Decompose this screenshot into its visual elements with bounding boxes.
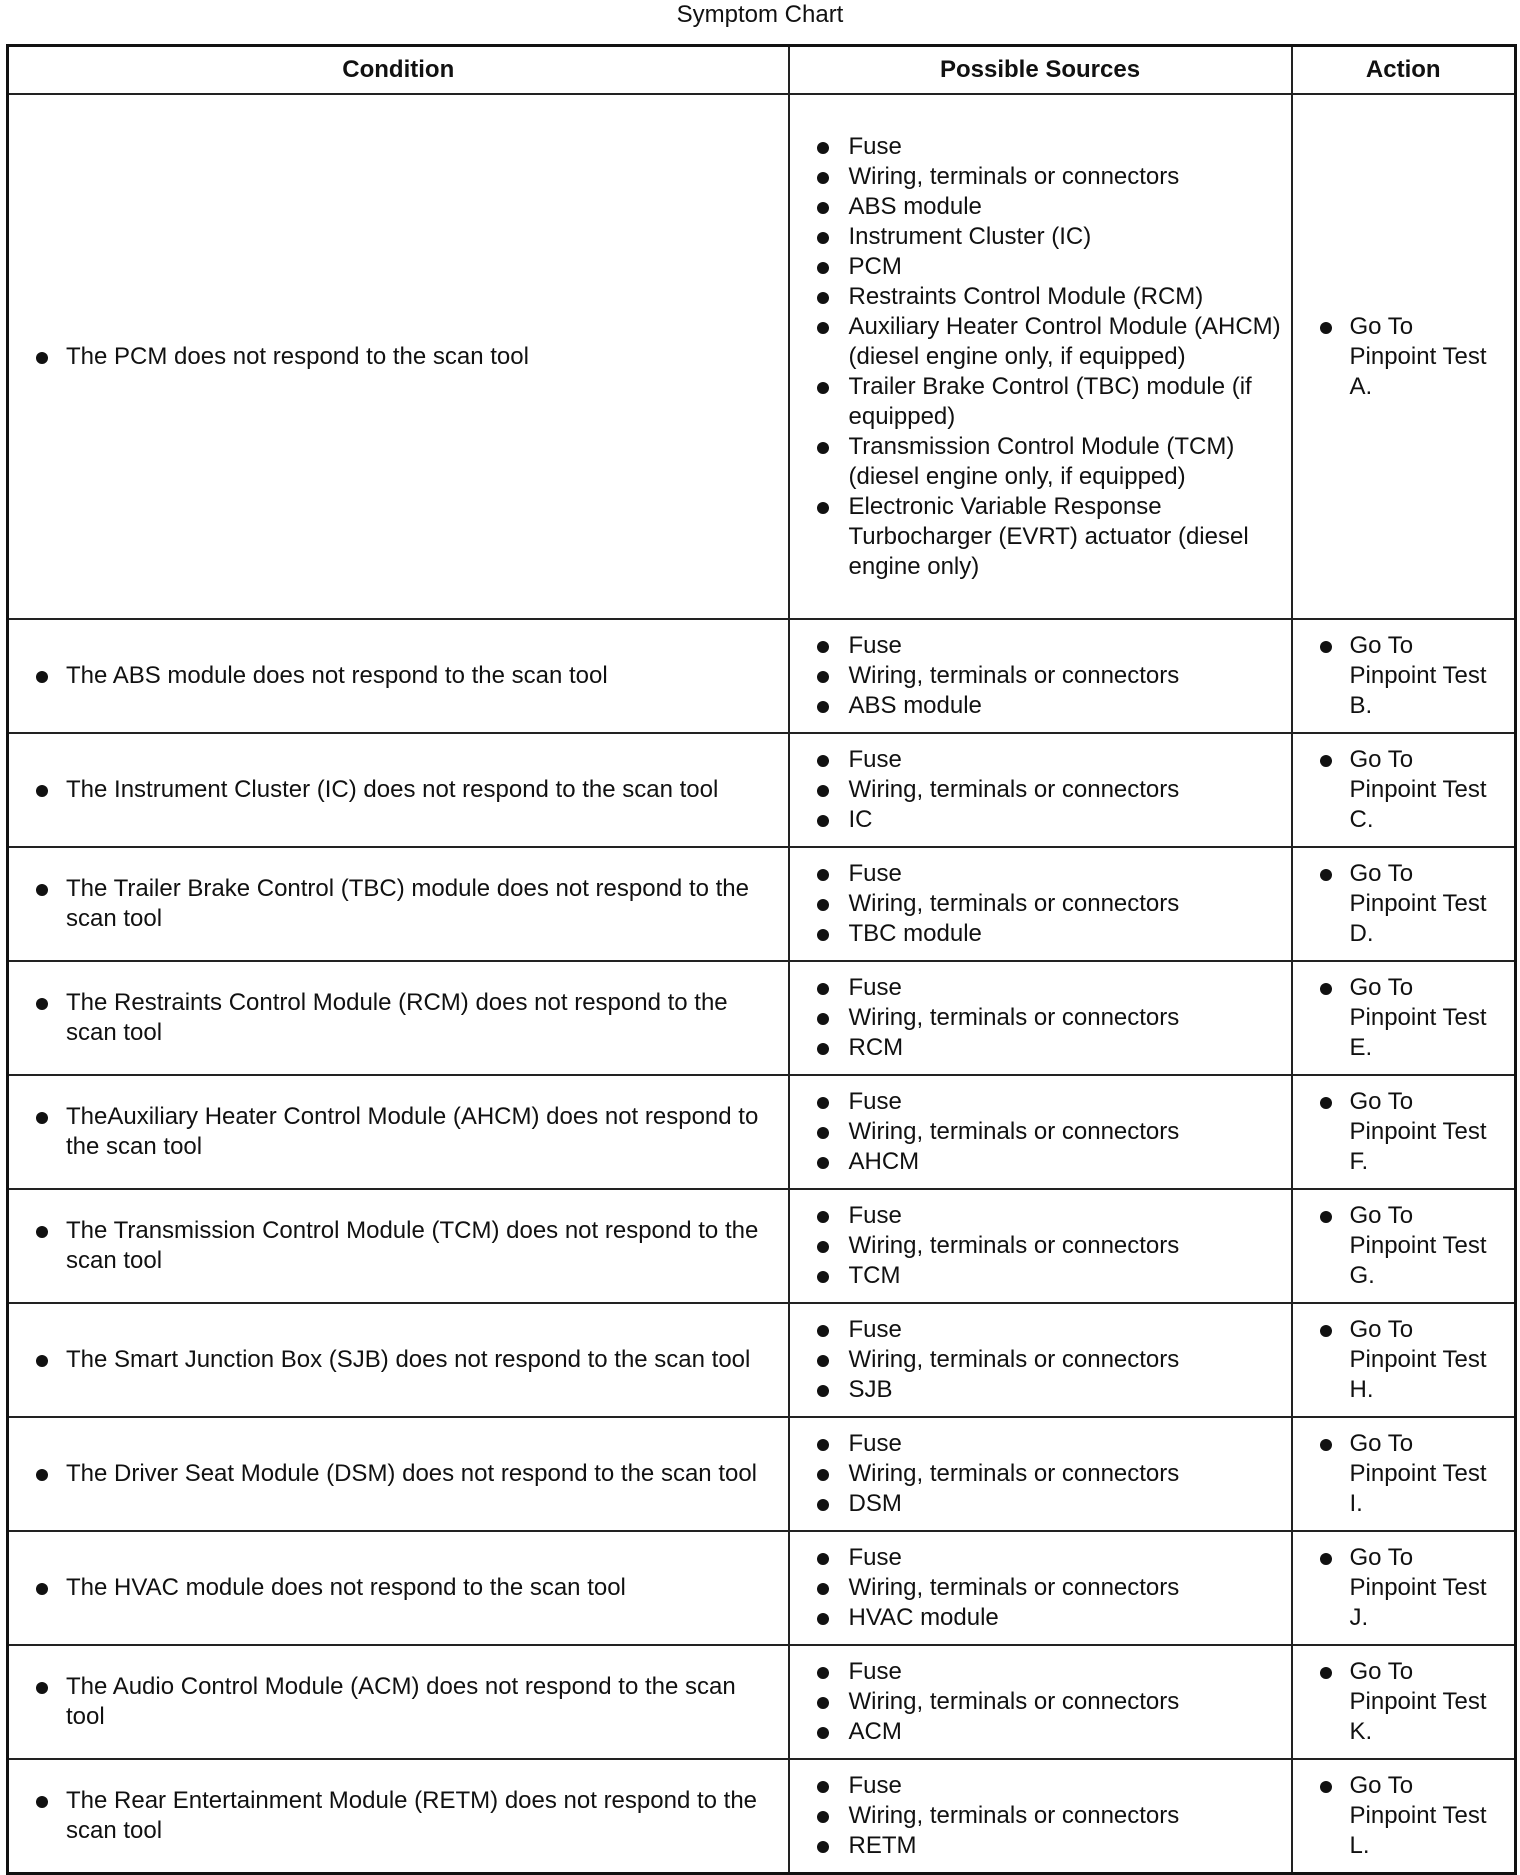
source-item: HVAC module <box>790 1603 1291 1633</box>
sources-list <box>790 1087 1291 1177</box>
possible-sources-header: Possible Sources <box>789 46 1292 95</box>
condition-text: The Smart Junction Box (SJB) does not respond to the scan tool <box>9 1345 788 1375</box>
source-item: Wiring, terminals or connectors <box>790 889 1291 919</box>
source-item: Wiring, terminals or connectors <box>790 775 1291 805</box>
source-item: Wiring, terminals or connectors <box>790 1573 1291 1603</box>
table-row <box>8 961 1516 1075</box>
pinpoint-test-link: Go To Pinpoint Test K. <box>1293 1657 1515 1747</box>
source-item: Fuse <box>790 1429 1291 1459</box>
pinpoint-test-link: Go To Pinpoint Test E. <box>1293 973 1515 1063</box>
condition-cell <box>8 1759 789 1873</box>
condition-cell <box>8 1303 789 1417</box>
condition-header: Condition <box>8 46 789 95</box>
symptom-rows <box>8 94 1516 1873</box>
source-item: RCM <box>790 1033 1291 1063</box>
source-item: Fuse <box>790 1657 1291 1687</box>
source-item: Instrument Cluster (IC) <box>790 222 1291 252</box>
source-item: Fuse <box>790 973 1291 1003</box>
condition-text: The Instrument Cluster (IC) does not respond to the scan tool <box>9 775 788 805</box>
pinpoint-test-link: Go To Pinpoint Test L. <box>1293 1771 1515 1861</box>
sources-list <box>790 973 1291 1063</box>
table-row <box>8 1759 1516 1873</box>
action-cell <box>1292 1417 1516 1531</box>
source-item: Wiring, terminals or connectors <box>790 1801 1291 1831</box>
possible-sources-cell <box>789 1189 1292 1303</box>
pinpoint-test-link: Go To Pinpoint Test A. <box>1293 312 1515 402</box>
condition-text: TheAuxiliary Heater Control Module (AHCM) does not respond to the scan tool <box>9 1102 788 1162</box>
condition-cell <box>8 1189 789 1303</box>
source-item: Wiring, terminals or connectors <box>790 1345 1291 1375</box>
source-item: Wiring, terminals or connectors <box>790 162 1291 192</box>
source-item: Wiring, terminals or connectors <box>790 1687 1291 1717</box>
source-item: Fuse <box>790 745 1291 775</box>
condition-cell <box>8 1645 789 1759</box>
source-item: Fuse <box>790 1201 1291 1231</box>
source-item: Wiring, terminals or connectors <box>790 1459 1291 1489</box>
action-cell <box>1292 1189 1516 1303</box>
table-row <box>8 847 1516 961</box>
sources-list <box>790 859 1291 949</box>
possible-sources-cell <box>789 94 1292 619</box>
source-item: Electronic Variable Response Turbocharger (EVRT) actuator (diesel engine only) <box>790 492 1291 582</box>
action-cell <box>1292 1759 1516 1873</box>
sources-list <box>790 1429 1291 1519</box>
source-item: Fuse <box>790 859 1291 889</box>
table-row <box>8 619 1516 733</box>
table-row <box>8 1303 1516 1417</box>
possible-sources-cell <box>789 1417 1292 1531</box>
action-cell <box>1292 1075 1516 1189</box>
source-item: Wiring, terminals or connectors <box>790 1003 1291 1033</box>
source-item: Transmission Control Module (TCM) (diesel engine only, if equipped) <box>790 432 1291 492</box>
source-item: Wiring, terminals or connectors <box>790 661 1291 691</box>
condition-text: The Audio Control Module (ACM) does not respond to the scan tool <box>9 1672 788 1732</box>
condition-cell <box>8 961 789 1075</box>
action-cell <box>1292 619 1516 733</box>
source-item: Fuse <box>790 631 1291 661</box>
pinpoint-test-link: Go To Pinpoint Test B. <box>1293 631 1515 721</box>
source-item: RETM <box>790 1831 1291 1861</box>
source-item: Fuse <box>790 1087 1291 1117</box>
source-item: Wiring, terminals or connectors <box>790 1117 1291 1147</box>
condition-text: The PCM does not respond to the scan tool <box>9 342 788 372</box>
action-cell <box>1292 847 1516 961</box>
condition-cell <box>8 1417 789 1531</box>
pinpoint-test-link: Go To Pinpoint Test I. <box>1293 1429 1515 1519</box>
pinpoint-test-link: Go To Pinpoint Test H. <box>1293 1315 1515 1405</box>
condition-text: The Driver Seat Module (DSM) does not respond to the scan tool <box>9 1459 788 1489</box>
possible-sources-cell <box>789 847 1292 961</box>
pinpoint-test-link: Go To Pinpoint Test D. <box>1293 859 1515 949</box>
sources-list <box>790 1315 1291 1405</box>
condition-cell <box>8 733 789 847</box>
chart-title: Symptom Chart <box>676 1 844 28</box>
table-row <box>8 733 1516 847</box>
header-row <box>8 46 1516 95</box>
condition-cell <box>8 1075 789 1189</box>
condition-cell <box>8 619 789 733</box>
action-header: Action <box>1292 46 1516 95</box>
sources-list <box>790 1657 1291 1747</box>
condition-text: The Rear Entertainment Module (RETM) does not respond to the scan tool <box>9 1786 788 1846</box>
source-item: PCM <box>790 252 1291 282</box>
source-item: ACM <box>790 1717 1291 1747</box>
sources-list <box>790 631 1291 721</box>
possible-sources-cell <box>789 733 1292 847</box>
possible-sources-cell <box>789 1531 1292 1645</box>
action-cell <box>1292 733 1516 847</box>
source-item: DSM <box>790 1489 1291 1519</box>
source-item: Fuse <box>790 1315 1291 1345</box>
source-item: Fuse <box>790 1771 1291 1801</box>
action-cell <box>1292 961 1516 1075</box>
possible-sources-cell <box>789 1303 1292 1417</box>
source-item: Fuse <box>790 1543 1291 1573</box>
possible-sources-cell <box>789 961 1292 1075</box>
source-item: SJB <box>790 1375 1291 1405</box>
condition-cell <box>8 847 789 961</box>
action-cell <box>1292 94 1516 619</box>
table-row <box>8 1645 1516 1759</box>
source-item: ABS module <box>790 691 1291 721</box>
source-item: Fuse <box>790 132 1291 162</box>
condition-cell <box>8 1531 789 1645</box>
condition-text: The Transmission Control Module (TCM) does not respond to the scan tool <box>9 1216 788 1276</box>
action-cell <box>1292 1531 1516 1645</box>
table-row <box>8 1075 1516 1189</box>
action-cell <box>1292 1645 1516 1759</box>
sources-list <box>790 1543 1291 1633</box>
source-item: ABS module <box>790 192 1291 222</box>
source-item: Restraints Control Module (RCM) <box>790 282 1291 312</box>
source-item: AHCM <box>790 1147 1291 1177</box>
source-item: IC <box>790 805 1291 835</box>
condition-text: The Restraints Control Module (RCM) does not respond to the scan tool <box>9 988 788 1048</box>
table-row <box>8 1189 1516 1303</box>
source-item: TCM <box>790 1261 1291 1291</box>
possible-sources-cell <box>789 1759 1292 1873</box>
possible-sources-cell <box>789 619 1292 733</box>
pinpoint-test-link: Go To Pinpoint Test C. <box>1293 745 1515 835</box>
sources-list <box>790 1771 1291 1861</box>
source-item: TBC module <box>790 919 1291 949</box>
possible-sources-cell <box>789 1075 1292 1189</box>
table-row <box>8 1417 1516 1531</box>
possible-sources-cell <box>789 1645 1292 1759</box>
condition-text: The ABS module does not respond to the scan tool <box>9 661 788 691</box>
condition-cell <box>8 94 789 619</box>
condition-text: The Trailer Brake Control (TBC) module does not respond to the scan tool <box>9 874 788 934</box>
condition-text: The HVAC module does not respond to the scan tool <box>9 1573 788 1603</box>
sources-list <box>790 1201 1291 1291</box>
source-item: Wiring, terminals or connectors <box>790 1231 1291 1261</box>
source-item: Trailer Brake Control (TBC) module (if equipped) <box>790 372 1291 432</box>
sources-list <box>790 132 1291 582</box>
table-row <box>8 94 1516 619</box>
pinpoint-test-link: Go To Pinpoint Test F. <box>1293 1087 1515 1177</box>
table-row <box>8 1531 1516 1645</box>
sources-list <box>790 745 1291 835</box>
symptom-chart-table <box>6 44 1517 1875</box>
pinpoint-test-link: Go To Pinpoint Test J. <box>1293 1543 1515 1633</box>
pinpoint-test-link: Go To Pinpoint Test G. <box>1293 1201 1515 1291</box>
action-cell <box>1292 1303 1516 1417</box>
source-item: Auxiliary Heater Control Module (AHCM) (diesel engine only, if equipped) <box>790 312 1291 372</box>
